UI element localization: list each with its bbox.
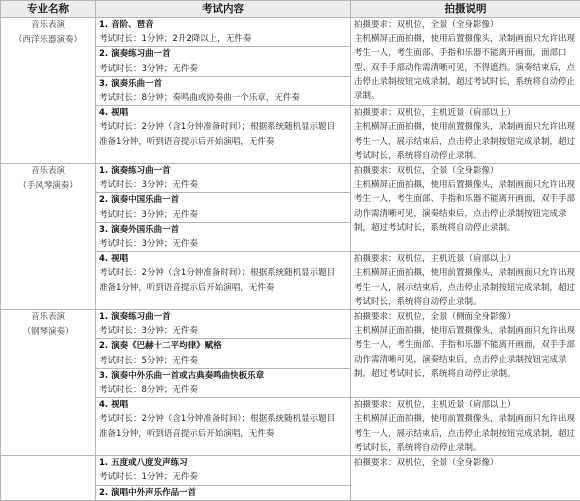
header-major: 专业名称 [1, 1, 96, 18]
shooting-line: 考生一人，考生面部、手指和乐器不能离开画面，双手手部 [354, 338, 577, 352]
exam-item [96, 76, 351, 105]
exam-item [96, 222, 351, 251]
shooting-cell [351, 106, 580, 164]
exam-item-title: 1. 演奏练习曲一首 [99, 164, 347, 178]
shooting-line: 考生一人，考生面部、手指和乐器不能离开画面，面部口 [354, 46, 577, 60]
shooting-cell [351, 310, 580, 398]
exam-item-detail: 考试时长：3分钟；无件奏 [99, 208, 347, 222]
shooting-line: 录制。 [354, 89, 577, 103]
exam-item-title: 3. 演奏外国乐曲一首 [99, 223, 347, 237]
exam-item [96, 252, 351, 310]
exam-item-detail: 考试时长：3分钟；无件奏 [99, 178, 347, 192]
exam-item-detail: 考试时长：3分钟；无件奏 [99, 62, 347, 76]
shooting-line: 动作需清晰可见，演奏结束后，点击停止录制按钮完成录 [354, 353, 577, 367]
exam-item [96, 485, 351, 500]
table-row [1, 164, 580, 193]
exam-item-title: 2. 演奏中国乐曲一首 [99, 193, 347, 207]
exam-item-detail: 准备1分钟，听到语音提示后开始演唱，无件奏 [99, 281, 347, 295]
exam-item [96, 106, 351, 164]
shooting-line: 拍摄要求：双机位，全景（全身影像） [354, 18, 577, 32]
exam-item-detail: 考试时长：1分钟；无件奏 [99, 470, 347, 484]
exam-item-detail: 考试时长：3分钟；无件奏 [99, 237, 347, 251]
major-cell [1, 310, 96, 456]
exam-item-title: 3. 演奏乐曲一首 [99, 77, 347, 91]
header-row [1, 1, 580, 18]
shooting-line: 动作需清晰可见，演奏结束后，点击停止录制按钮完成录 [354, 207, 577, 221]
shooting-line: 拍摄要求：双机位，全景（侧面全身影像） [354, 310, 577, 324]
major-name: （手风琴演奏） [4, 179, 92, 194]
exam-item-title: 1. 演奏练习曲一首 [99, 310, 347, 324]
shooting-line: 制，超过考试时长，系统将自动停止录制。 [354, 367, 577, 381]
major-cell [1, 18, 96, 164]
major-cell [1, 164, 96, 310]
exam-item-title: 2. 演奏练习曲一首 [99, 47, 347, 61]
shooting-cell [351, 18, 580, 106]
exam-item-detail: 考试时长：2分钟（含1分钟准备时间）；根据系统随机显示题目 [99, 266, 347, 280]
exam-item-detail: 考试时长：5分钟；无件奏 [99, 354, 347, 368]
exam-item [96, 193, 351, 222]
shooting-line: 主机横屏正面拍摄，使用前置摄像头，录制画面只允许出现 [354, 120, 577, 134]
table-row [1, 456, 580, 485]
shooting-line: 拍摄要求：双机位，全景（全身影像） [354, 456, 577, 470]
shooting-cell [351, 252, 580, 310]
shooting-cell [351, 456, 580, 501]
exam-item-title: 4. 视唱 [99, 252, 347, 266]
exam-item-title: 2. 演唱中外声乐作品一首 [99, 486, 347, 500]
shooting-line: 拍摄要求：双机位，全景（全身影像） [354, 164, 577, 178]
exam-item [96, 339, 351, 368]
exam-item [96, 368, 351, 397]
shooting-cell [351, 398, 580, 456]
shooting-line: 主机横屏正面拍摄，使用前置摄像头，录制画面只允许出现 [354, 412, 577, 426]
exam-item-title: 4. 视唱 [99, 398, 347, 412]
exam-item [96, 47, 351, 76]
table-row [1, 310, 580, 339]
exam-item [96, 18, 351, 47]
exam-item-title: 1. 音阶、琶音 [99, 18, 347, 32]
shooting-line: 拍摄要求：双机位，主机近景（肩部以上） [354, 252, 577, 266]
major-name: （钢琴演奏） [4, 325, 92, 340]
shooting-line: 拍摄要求：双机位，主机近景（肩部以上） [354, 106, 577, 120]
exam-item-detail: 准备1分钟，听到语音提示后开始演唱，无件奏 [99, 427, 347, 441]
exam-item-title: 1. 五度或八度发声练习 [99, 456, 347, 470]
exam-item-detail: 考试时长：1分钟；2升2降以上，无件奏 [99, 32, 347, 46]
table-body [1, 18, 580, 501]
exam-item-detail: 考试时长：8分钟；奏鸣曲或协奏曲一个乐章，无件奏 [99, 91, 347, 105]
major-name: 音乐表演 [4, 18, 92, 33]
exam-item-title: 3. 演奏中外乐曲一首或古典奏鸣曲快板乐章 [99, 369, 347, 383]
shooting-line: 考生一人，展示结束后，点击停止录制按钮完成录制，超过 [354, 281, 577, 295]
exam-item-detail: 考试时长：3分钟；无件奏 [99, 324, 347, 338]
header-content: 考试内容 [96, 1, 351, 18]
table-row [1, 18, 580, 47]
shooting-line: 主机横屏正面拍摄，使用前置摄像头，录制画面只允许出现 [354, 266, 577, 280]
shooting-line: 击停止录制按钮完成录制，超过考试时长，系统将自动停止 [354, 75, 577, 89]
exam-item [96, 456, 351, 485]
major-name: 音乐表演 [4, 164, 92, 179]
shooting-line: 考试时长，系统将自动停止录制。 [354, 149, 577, 163]
shooting-cell [351, 164, 580, 252]
exam-item [96, 398, 351, 456]
exam-item [96, 310, 351, 339]
exam-item-detail: 考试时长：2分钟（含1分钟准备时间）；根据系统随机显示题目 [99, 412, 347, 426]
shooting-line: 主机横屏正面拍摄，使用后置摄像头，录制画面只允许出现 [354, 178, 577, 192]
major-name: 音乐表演 [4, 310, 92, 325]
major-cell [1, 456, 96, 501]
exam-item-title: 2. 演奏《巴赫十二平均律》赋格 [99, 339, 347, 353]
shooting-line: 考试时长，系统将自动停止录制。 [354, 441, 577, 455]
shooting-line: 制，超过考试时长，系统将自动停止录制。 [354, 221, 577, 235]
exam-item-detail: 考试时长：2分钟（含1分钟准备时间）；根据系统随机显示题目 [99, 120, 347, 134]
shooting-line: 考生一人，展示结束后，点击停止录制按钮完成录制，超过 [354, 135, 577, 149]
shooting-line: 考生一人，展示结束后，点击停止录制按钮完成录制，超过 [354, 427, 577, 441]
exam-item-detail: 准备1分钟，听到语音提示后开始演唱，无件奏 [99, 135, 347, 149]
shooting-line: 考试时长，系统将自动停止录制。 [354, 295, 577, 309]
shooting-line: 主机横屏正面拍摄，使用后置摄像头，录制画面只允许出现 [354, 324, 577, 338]
header-shooting: 拍摄说明 [351, 1, 580, 18]
exam-item-detail: 考试时长：8分钟；无件奏 [99, 383, 347, 397]
shooting-line: 拍摄要求：双机位，主机近景（肩部以上） [354, 398, 577, 412]
shooting-line: 考生一人，考生面部、手指和乐器不能离开画面，双手手部 [354, 192, 577, 206]
major-name: （西洋乐器演奏） [4, 33, 92, 48]
exam-item-title: 4. 视唱 [99, 106, 347, 120]
exam-item [96, 164, 351, 193]
shooting-line: 主机横屏正面拍摄，使用后置摄像头，录制画面只允许出现 [354, 32, 577, 46]
shooting-line: 型、双手手部动作需清晰可见，不得遮挡。演奏结束后，点 [354, 61, 577, 75]
